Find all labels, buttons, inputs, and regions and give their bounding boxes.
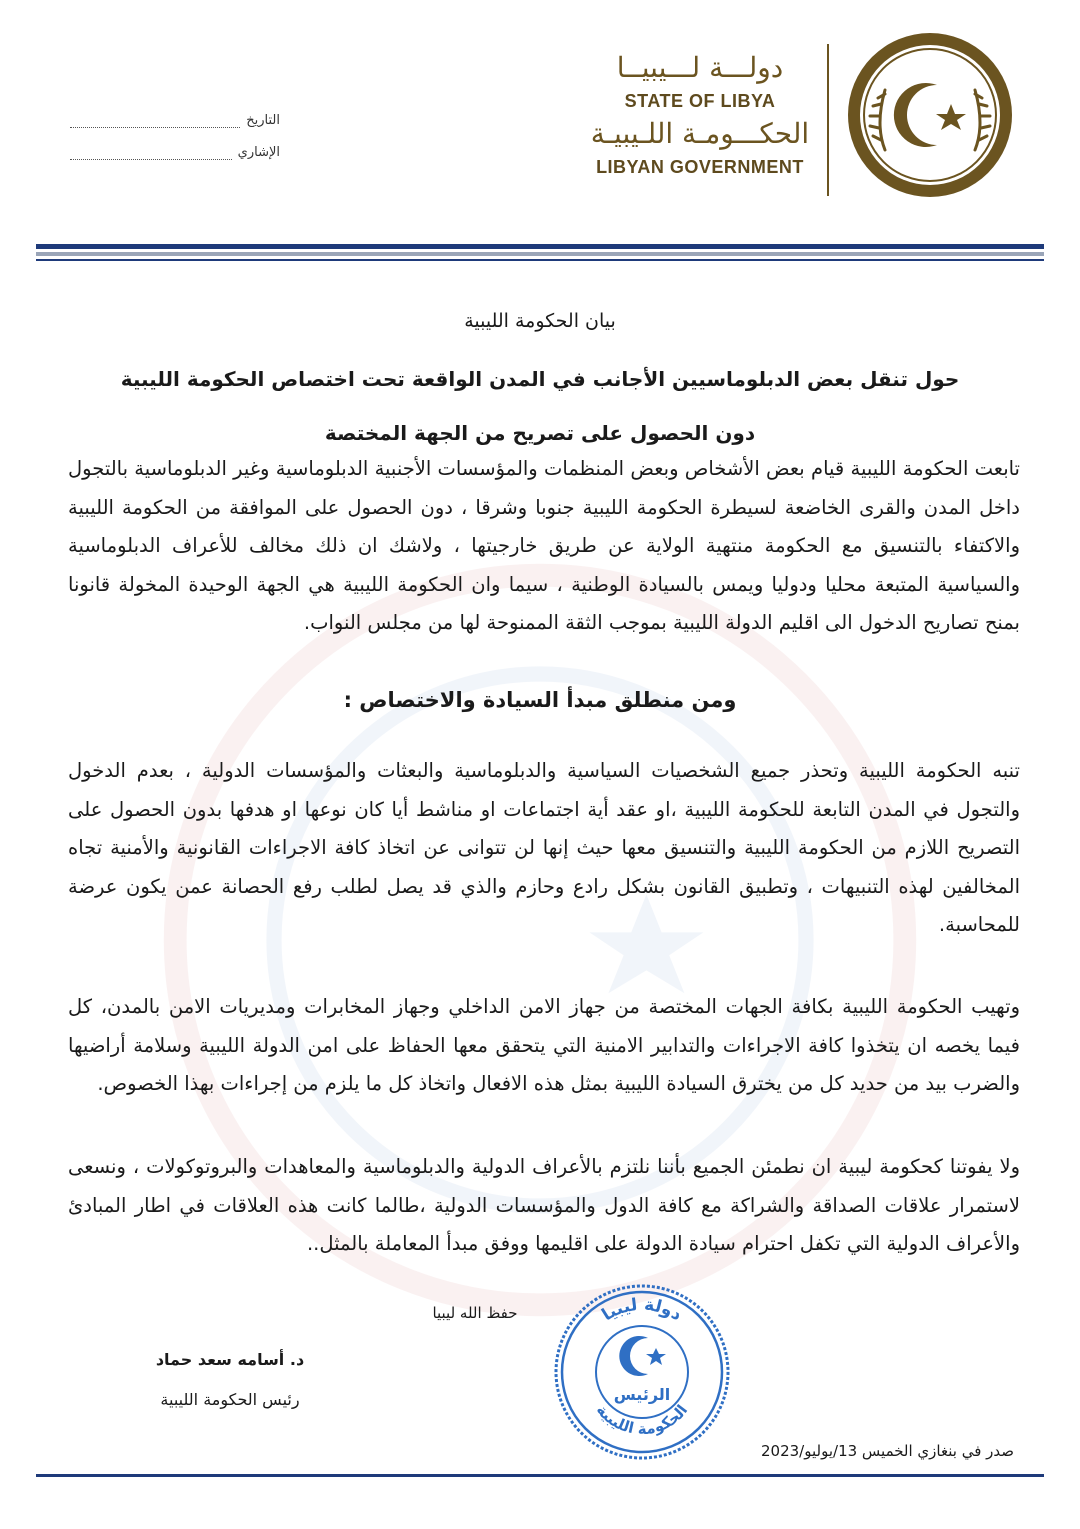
paragraph-1: تابعت الحكومة الليبية قيام بعض الأشخاص وبعض المنظمات والمؤسسات الأجنبية الدبلوماسية وغير الدبلوماسية بالتجول داخل المدن والقرى الخاضعة لسيطرة الحكومة الليبية جنوبا وشرقا ، دون الحصول على الموافقة من الحكومة الليبية والاكتفاء بالتنسيق مع الحكومة منتهية الولاية عن طريق خارجيتها ، ولاشك ان ذلك مخالف للأعراف الدبلوماسية والسياسية المتبعة محليا ودوليا ويمس بالسيادة الوطنية ، سيما وان الحكومة الليبية هي الجهة الوحيدة المخولة قانونا بمنح تصاريح الدخول الى اقليم الدولة الليبية بموجب الثقة الممنوحة لها من مجلس النواب. <box>68 457 1020 634</box>
footer-rule <box>36 1474 1044 1477</box>
header-rule-middle <box>36 252 1044 256</box>
date-label: التاريخ <box>246 113 280 128</box>
signatory-name: د. أسامه سعد حماد <box>155 1350 305 1369</box>
government-emblem-icon <box>845 30 1015 200</box>
paragraph-2: تنبه الحكومة الليبية وتحذر جميع الشخصيات السياسية والدبلوماسية والبعثات والمؤسسات الدولية ، بعدم الدخول والتجول في المدن التابعة للحكومة الليبية ،او عقد أية اجتماعات او مناشط أيا كان نوعها او هدفها بدون الحصول على التصريح اللازم من الحكومة الليبية والتنسيق معها حيث إنها لن تتوانى عن اتخاذ كافة الاجراءات القانونية والأمنية تجاه المخالفين لهذه التنبيهات ، وتطبيق القانون بشكل رادع وحازم والذي قد يصل لطلب رفع الحصانة عمن يكون عرضة للمحاسبة. <box>68 759 1020 936</box>
paragraph-3: وتهيب الحكومة الليبية بكافة الجهات المختصة من جهاز الامن الداخلي وجهاز المخابرات ومديريات الامن بالمدن، كل فيما يخصه ان يتخذوا كافة الاجراءات والتدابير الامنية التي يتحقق معها الحفاظ على امن الدولة الليبية وسلامة أراضيها والضرب بيد من حديد كل من يخترق السيادة الليبية بمثل هذه الافعال واتخاذ كل ما يلزم من إجراءات بهذا الخصوص. <box>68 995 1020 1095</box>
subject-line-1: حول تنقل بعض الدبلوماسيين الأجانب في المدن الواقعة تحت اختصاص الحكومة الليبية <box>120 367 960 391</box>
svg-text:الحكومة الليبية <box>593 1401 691 1438</box>
reference-field-line <box>70 147 232 160</box>
statement-subject <box>100 352 980 460</box>
state-title-english: STATE OF LIBYA <box>624 91 776 111</box>
reference-label: الإشاري <box>237 145 280 160</box>
header-rule-top <box>36 244 1044 249</box>
subject-line-2: دون الحصول على تصريح من الجهة المختصة <box>324 421 756 445</box>
seal-center-text: الرئيس <box>613 1385 671 1404</box>
signatory-title: رئيس الحكومة الليبية <box>160 1390 300 1409</box>
header-rule-bottom <box>36 259 1044 261</box>
paragraph-4: ولا يفوتنا كحكومة ليبية ان نطمئن الجميع بأننا نلتزم بالأعراف الدولية والدبلوماسية والمعاهدات والبروتوكولات ، ونسعى لاستمرار علاقات الصداقة والشراكة مع كافة الدول والمؤسسات الدولية ،طالما كانت هذه العلاقات في اطار المبادئ والأعراف الدولية التي تكفل احترام سيادة الدولة على اقليمها ووفق مبدأ المعاملة بالمثل.. <box>68 1155 1020 1255</box>
statement-heading: بيان الحكومة الليبية <box>464 310 616 332</box>
official-seal-icon <box>552 1282 732 1462</box>
header-divider <box>827 44 829 196</box>
date-field-line <box>70 115 240 128</box>
date-row <box>70 96 280 128</box>
seal-top-text: دولة ليبيا <box>598 1294 686 1326</box>
svg-text:دولة ليبيا <box>598 1295 685 1326</box>
letterhead-title <box>588 48 812 180</box>
government-title-english: LIBYAN GOVERNMENT <box>596 157 804 177</box>
reference-row <box>70 128 280 160</box>
section-heading: ومن منطلق مبدأ السيادة والاختصاص : <box>343 688 737 712</box>
issued-line: صدر في بنغازي الخميس 13/يوليو/2023 <box>760 1442 1014 1460</box>
document-meta <box>70 96 280 160</box>
seal-bottom-text: الحكومة الليبية <box>592 1401 692 1439</box>
state-title-arabic: دولـــة لـــيبيــا <box>616 51 784 84</box>
government-title-arabic: الحكـــومـة اللـيبيـة <box>590 117 810 150</box>
closing-line: حفظ الله ليبيا <box>432 1304 518 1322</box>
